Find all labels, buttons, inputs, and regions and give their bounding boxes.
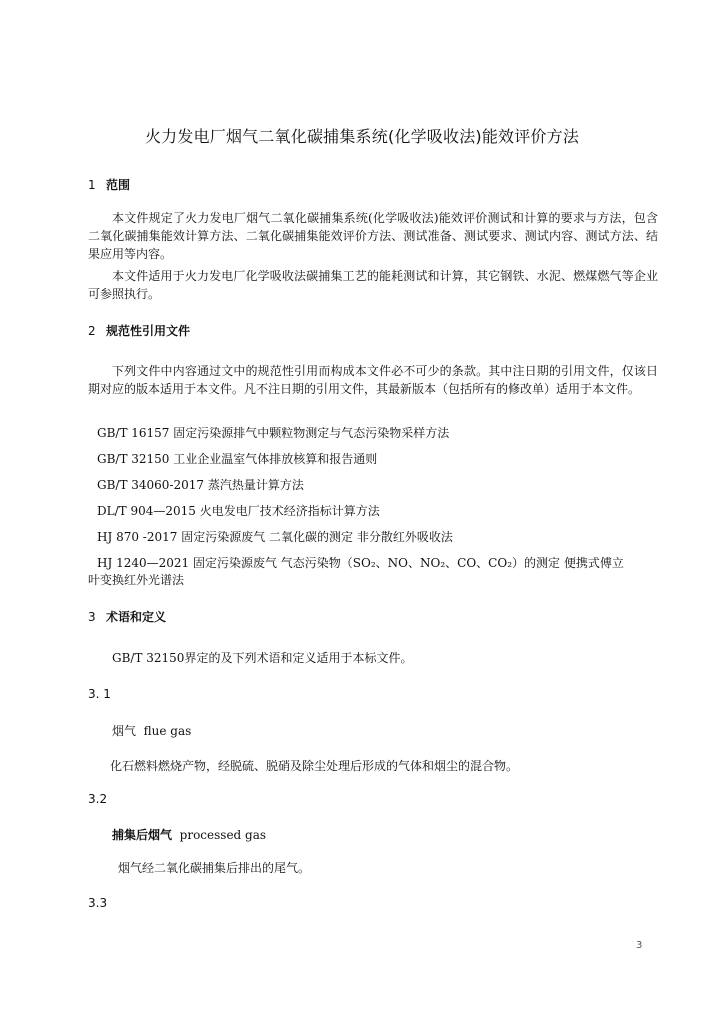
section-title: 术语和定义	[106, 610, 167, 624]
section-number: 3	[88, 610, 96, 624]
section-heading-scope	[88, 176, 130, 193]
term-number: 3.2	[88, 792, 108, 806]
term-number: 3.3	[88, 896, 108, 910]
term-chinese: 捕集后烟气	[112, 828, 173, 842]
term-english: processed gas	[179, 828, 267, 842]
page-title: 火力发电厂烟气二氧化碳捕集系统(化学吸收法)能效评价方法	[144, 127, 580, 146]
section-number: 1	[88, 178, 96, 192]
section-number: 2	[88, 324, 96, 338]
reference-item: GB/T 32150 工业企业温室气体排放核算和报告通则	[97, 452, 378, 466]
term-english: flue gas	[143, 724, 192, 738]
reference-item: DL/T 904—2015 火电发电厂技术经济指标计算方法	[97, 504, 380, 518]
reference-item: HJ 1240—2021 固定污染源废气 气态污染物（SO₂、NO、NO₂、CO、CO₂）的测定 便携式傅立	[97, 556, 624, 570]
section-title: 范围	[106, 178, 131, 192]
scope-paragraph-1: 本文件规定了火力发电厂烟气二氧化碳捕集系统(化学吸收法)能效评价测试和计算的要求与方法，包含二氧化碳捕集能效计算方法、二氧化碳捕集能效评价方法、测试准备、测试要求、测试内容、测试方法、结果应用等内容。	[88, 211, 658, 261]
section-heading-terms	[88, 608, 166, 625]
term-number: 3. 1	[88, 687, 111, 701]
scope-paragraph-2: 本文件适用于火力发电厂化学吸收法碳捕集工艺的能耗测试和计算，其它钢铁、水泥、燃煤燃气等企业可参照执行。	[88, 269, 658, 301]
reference-item: GB/T 34060-2017 蒸汽热量计算方法	[97, 478, 304, 492]
term-chinese: 烟气	[112, 724, 137, 738]
reference-item-continuation: 叶变换红外光谱法	[88, 573, 185, 587]
reference-item: HJ 870 -2017 固定污染源废气 二氧化碳的测定 非分散红外吸收法	[97, 530, 453, 544]
term-entry	[112, 722, 191, 739]
term-entry	[112, 826, 266, 843]
page-number: 3	[636, 940, 643, 951]
section-heading-normative-references	[88, 322, 190, 339]
references-intro: 下列文件中内容通过文中的规范性引用而构成本文件必不可少的条款。其中注日期的引用文件，仅该日期对应的版本适用于本文件。凡不注日期的引用文件，其最新版本（包括所有的修改单）适用于本文件。	[88, 364, 658, 396]
term-definition: 烟气经二氧化碳捕集后排出的尾气。	[118, 861, 311, 875]
term-definition: 化石燃料燃烧产物，经脱硫、脱硝及除尘处理后形成的气体和烟尘的混合物。	[110, 759, 519, 773]
terms-intro: GB/T 32150界定的及下列术语和定义适用于本标文件。	[112, 651, 413, 665]
section-title: 规范性引用文件	[106, 324, 191, 338]
reference-item: GB/T 16157 固定污染源排气中颗粒物测定与气态污染物采样方法	[97, 426, 450, 440]
